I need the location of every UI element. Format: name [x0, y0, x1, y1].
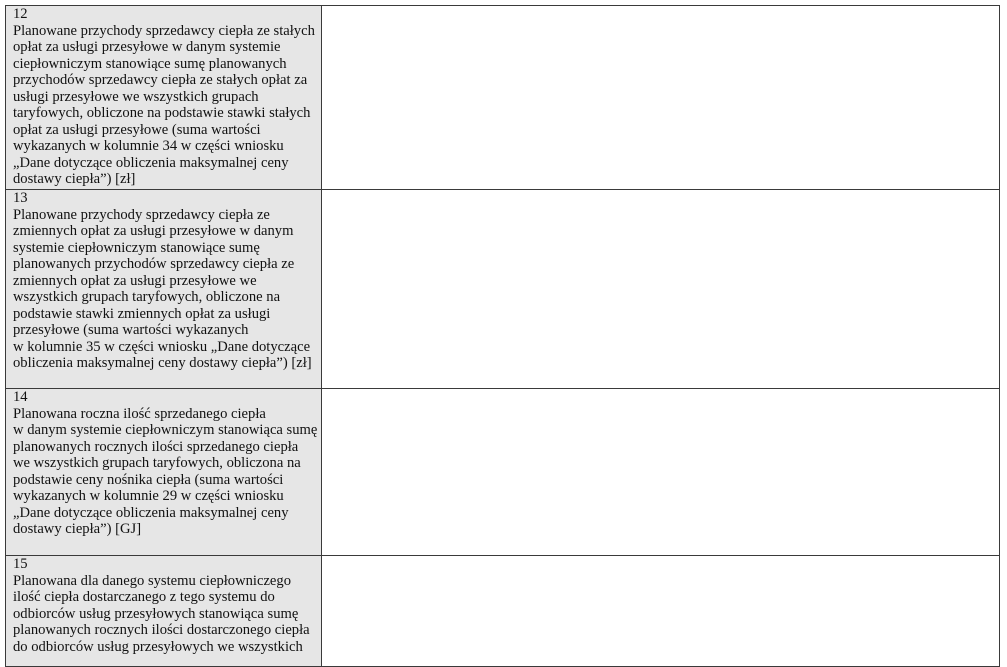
form-row-12	[6, 6, 1000, 190]
tariff-data-form-table	[5, 5, 1000, 667]
row-description-line: w danym systemie ciepłowniczym stanowiąca sumę	[13, 422, 318, 438]
row-value-field[interactable]	[322, 556, 1000, 667]
row-description-line: opłat za usługi przesyłowe (suma wartości	[13, 121, 261, 138]
row-number: 13	[13, 190, 28, 206]
row-description-line: ciepłowniczym stanowiące sumę planowanych	[13, 55, 287, 72]
row-description-line: Planowane przychody sprzedawcy ciepła ze stałych	[13, 22, 315, 39]
form-row-13	[6, 190, 1000, 389]
row-description-line: we wszystkich grupach taryfowych, obliczona na	[13, 455, 301, 471]
row-description-line: Planowana roczna ilość sprzedanego ciepła	[13, 405, 266, 422]
row-description-line: „Dane dotyczące obliczenia maksymalnej ceny	[13, 504, 289, 521]
row-description-line: podstawie ceny nośnika ciepła (suma wartości	[13, 471, 284, 488]
row-description-line: planowanych rocznych ilości sprzedanego ciepła	[13, 438, 299, 455]
row-description-line: opłat za usługi przesyłowe w danym systemie	[13, 39, 281, 55]
row-description-line: systemie ciepłowniczym stanowiące sumę	[13, 239, 260, 256]
row-description-line: dostawy ciepła”) [GJ]	[13, 521, 142, 537]
row-description-line: ilość ciepła dostarczanego z tego systemu do	[13, 589, 275, 605]
row-description-line: przesyłowe (suma wartości wykazanych	[13, 322, 249, 338]
row-number: 14	[13, 389, 28, 405]
row-description-line: wykazanych w kolumnie 34 w części wniosku	[13, 138, 284, 154]
row-description-line: podstawie stawki zmiennych opłat za usługi	[13, 305, 271, 322]
row-description-line: obliczenia maksymalnej ceny dostawy ciepła”) [zł]	[13, 355, 312, 371]
row-description-line: usługi przesyłowe we wszystkich grupach	[13, 88, 259, 105]
row-label-cell	[6, 190, 322, 389]
row-value-field[interactable]	[322, 389, 1000, 556]
row-number: 15	[13, 556, 28, 572]
row-description-line: odbiorców usług przesyłowych stanowiąca sumę	[13, 605, 299, 622]
row-value-field[interactable]	[322, 190, 1000, 389]
row-label-cell	[6, 6, 322, 190]
form-row-15	[6, 556, 1000, 667]
row-description-line: wykazanych w kolumnie 29 w części wniosku	[13, 488, 284, 504]
row-description-line: przychodów sprzedawcy ciepła ze stałych opłat za	[13, 72, 308, 88]
row-description-line: wszystkich grupach taryfowych, obliczone na	[13, 289, 281, 305]
row-label-cell	[6, 556, 322, 667]
row-description-line: planowanych przychodów sprzedawcy ciepła ze	[13, 256, 295, 272]
row-description-line: taryfowych, obliczone na podstawie stawki stałych	[13, 105, 311, 121]
row-description-line: Planowana dla danego systemu ciepłowniczego	[13, 572, 292, 589]
row-description-line: „Dane dotyczące obliczenia maksymalnej ceny	[13, 154, 289, 171]
row-value-field[interactable]	[322, 6, 1000, 190]
row-description-line: zmiennych opłat za usługi przesyłowe w danym	[13, 223, 294, 239]
row-number: 12	[13, 6, 28, 22]
form-row-14	[6, 389, 1000, 556]
row-description-line: w kolumnie 35 w części wniosku „Dane dotyczące	[13, 338, 311, 355]
row-description-line: do odbiorców usług przesyłowych we wszystkich	[13, 638, 303, 655]
row-description-line: planowanych rocznych ilości dostarczonego ciepła	[13, 622, 310, 638]
row-description-line: zmiennych opłat za usługi przesyłowe we	[13, 272, 257, 289]
row-label-cell	[6, 389, 322, 556]
row-description-line: dostawy ciepła”) [zł]	[13, 171, 136, 187]
row-description-line: Planowane przychody sprzedawcy ciepła ze	[13, 206, 270, 223]
